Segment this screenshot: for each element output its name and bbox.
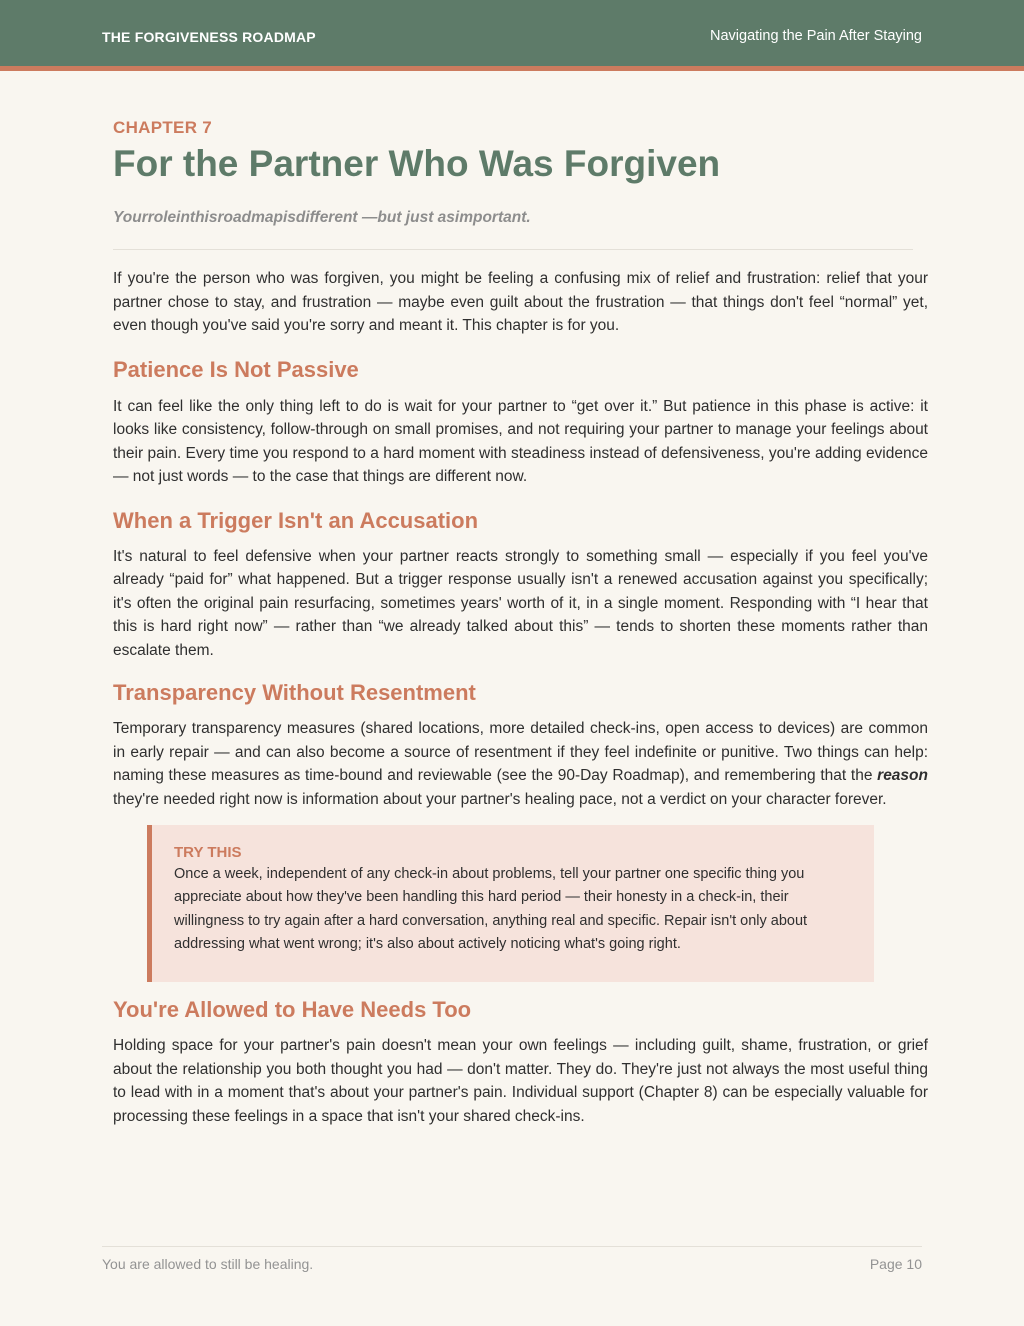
book-title: THE FORGIVENESS ROADMAP: [102, 29, 316, 45]
transparency-text-after: they're needed right now is information about your partner's healing pace, not a verdict on your character forever.: [113, 790, 887, 808]
section-heading-patience: Patience Is Not Passive: [113, 356, 359, 382]
section-heading-transparency: Transparency Without Resentment: [113, 680, 476, 705]
intro-paragraph: If you're the person who was forgiven, you might be feeling a confusing mix of relief and frustration: relief that your partner chose to stay, and frustration — maybe even guilt about the frustration — that things don't feel “normal” yet, even though you've said you're sorry and meant it. This chapter is for you.: [113, 270, 928, 334]
page-content: [113, 118, 928, 1128]
title-divider: [113, 249, 913, 250]
section-body-trigger: It's natural to feel defensive when your partner reacts strongly to something small — especially if you feel you've already “paid for” what happened. But a trigger response usually isn't a renewed accusation against you specifically; it's often the original pain resurfacing, sometimes years' worth of it, in a single moment. Responding with “I hear that this is hard right now” — rather than “we already talked about this” — tends to shorten these moments rather than escalate them.: [113, 547, 928, 659]
footer-note: You are allowed to still be healing.: [102, 1256, 314, 1272]
transparency-text-before: Temporary transparency measures (shared locations, more detailed check-ins, open access to devices) are common in early repair — and can also become a source of resentment if they feel indefinite or punitive. Two things can help: naming these measures as time-bound and reviewable (see the 90-Day Roadmap), and remembering that the: [113, 720, 928, 784]
top-header-bar: [0, 0, 1024, 71]
callout-text: Once a week, independent of any check-in about problems, tell your partner one specific thing you appreciate about how they've been handling this hard period — their honesty in a check-in, their willingness to try again after a hard conversation, anything real and specific. Repair isn't only about addressing what went wrong; it's also about actively noticing what's going right.: [174, 866, 808, 952]
footer-divider: [102, 1246, 922, 1247]
callout-label: TRY THIS: [174, 844, 242, 861]
section-body-needs: Holding space for your partner's pain doesn't mean your own feelings — including guilt, shame, frustration, or grief about the relationship you both thought you had — don't matter. They do. They're just not always the most useful thing to lead with in a moment that's about your partner's pain. Individual support (Chapter 8) can be especially valuable for processing these feelings in a space that isn't your shared check-ins.: [113, 1037, 928, 1125]
section-heading-trigger: When a Trigger Isn't an Accusation: [113, 507, 479, 533]
section-heading-needs: You're Allowed to Have Needs Too: [113, 997, 472, 1022]
chapter-title: For the Partner Who Was Forgiven: [113, 143, 721, 184]
chapter-label: CHAPTER 7: [113, 118, 213, 137]
page-number: Page 10: [869, 1256, 922, 1272]
chapter-tagline: Yourroleinthisroadmapisdifferent —but just asimportant.: [113, 209, 531, 226]
section-body-patience: It can feel like the only thing left to do is wait for your partner to “get over it.” But patience in this phase is active: it looks like consistency, follow-through on small promises, and not requiring your partner to manage your feelings about their pain. Every time you respond to a hard moment with steadiness instead of defensiveness, you're adding evidence — not just words — to the case that things are different now.: [113, 397, 928, 485]
emphasis-reason: reason: [877, 767, 928, 784]
try-this-callout: [147, 825, 874, 982]
book-subtitle: Navigating the Pain After Staying: [710, 28, 922, 44]
section-body-transparency: [113, 717, 928, 811]
